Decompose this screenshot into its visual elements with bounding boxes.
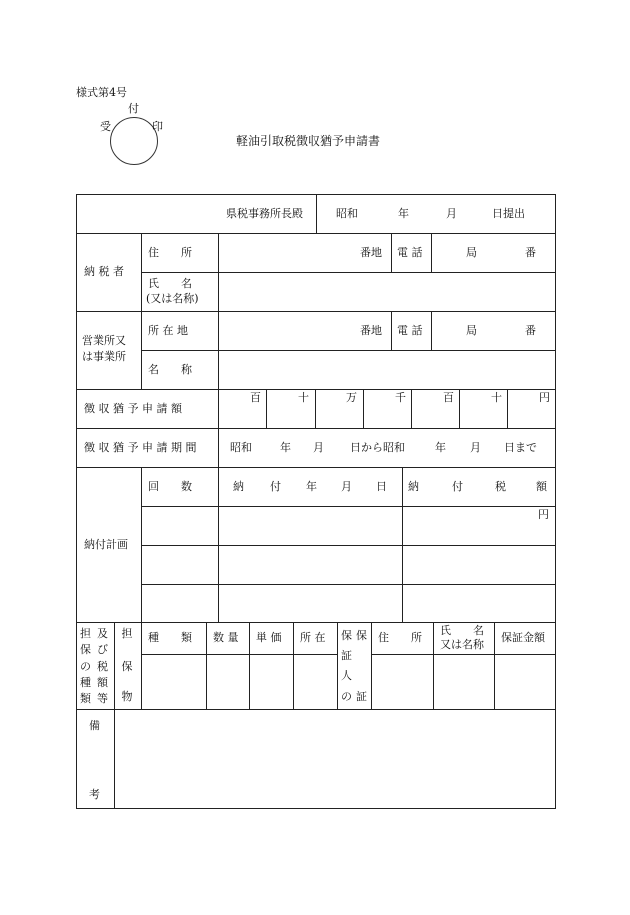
row-divider: [76, 311, 556, 312]
col-divider: [363, 389, 364, 428]
period-label: 徴 収 猶 予 申 請 期 間: [84, 441, 197, 454]
period-text: 年: [280, 441, 291, 454]
submit-year-label: 年: [398, 207, 409, 220]
collateral-label: 担: [121, 627, 133, 640]
business-phone-label: 電 話: [397, 324, 423, 337]
row-divider: [76, 709, 556, 710]
collateral-label: 保: [121, 660, 133, 673]
row-divider: [141, 584, 556, 585]
col-divider: [218, 467, 219, 622]
business-phone-number: 番: [525, 324, 536, 337]
col-divider: [391, 233, 392, 272]
security-side-label: 種: [80, 676, 91, 689]
col-divider: [249, 622, 250, 709]
business-office-label-2: は事業所: [82, 350, 126, 363]
col-divider: [507, 389, 508, 428]
submit-day-label: 日提出: [492, 207, 525, 220]
col-divider: [411, 389, 412, 428]
taxpayer-address-label: 住 所: [148, 246, 192, 259]
amount-unit: 千: [395, 391, 406, 404]
col-divider: [337, 622, 338, 709]
col-name-header-1: 氏 名: [440, 624, 484, 637]
guarantor-label: の: [341, 690, 352, 703]
guarantor-label: 保: [341, 629, 352, 642]
amount-label: 徴 収 猶 予 申 請 額: [84, 402, 182, 415]
col-divider: [459, 389, 460, 428]
col-divider: [141, 233, 142, 389]
col-kind-header: 種 類: [148, 631, 192, 644]
document-title: 軽油引取税徴収猶予申請書: [236, 134, 381, 148]
guarantor-label: 保: [356, 629, 367, 642]
col-date-header: 日: [376, 480, 387, 493]
col-amount-header: 額: [536, 480, 547, 493]
business-phone-exchange: 局: [466, 324, 477, 337]
remarks-label-bottom: 考: [89, 788, 100, 801]
security-side-label: 担: [80, 627, 91, 640]
col-divider: [431, 311, 432, 350]
col-divider: [316, 194, 317, 233]
business-address-suffix: 番地: [360, 324, 382, 337]
taxpayer-phone-label: 電 話: [397, 246, 423, 259]
col-divider: [218, 389, 219, 428]
col-date-header: 付: [270, 480, 281, 493]
row-divider: [141, 545, 556, 546]
col-divider: [494, 622, 495, 709]
col-divider: [141, 622, 142, 709]
col-divider: [371, 622, 372, 709]
taxpayer-name-label: 氏 名: [148, 277, 192, 290]
col-amount-header: 付: [452, 480, 463, 493]
col-unit-price-header: 単 価: [256, 631, 282, 644]
col-divider: [114, 622, 115, 809]
period-text: 月: [470, 441, 481, 454]
guarantor-label: 人: [341, 669, 352, 682]
col-location-header: 所 在: [300, 631, 326, 644]
row-divider: [76, 389, 556, 390]
submit-era: 昭和: [336, 207, 358, 220]
period-text: 日まで: [504, 441, 537, 454]
col-divider: [315, 389, 316, 428]
amount-unit: 百: [443, 391, 454, 404]
col-divider: [218, 233, 219, 389]
row-divider: [76, 428, 556, 429]
business-office-label-1: 営業所又: [82, 334, 126, 347]
yen-unit: 円: [538, 508, 549, 521]
period-text: 昭和: [230, 441, 252, 454]
security-side-label: の: [80, 660, 91, 673]
amount-unit: 円: [539, 391, 550, 404]
row-divider: [76, 467, 556, 468]
taxpayer-address-suffix: 番地: [360, 246, 382, 259]
security-side-label: 等: [97, 692, 108, 705]
amount-unit: 万: [346, 391, 357, 404]
business-location-label: 所 在 地: [148, 324, 188, 337]
col-divider: [141, 467, 142, 622]
guarantor-label: 証: [356, 690, 367, 703]
security-side-label: 額: [97, 676, 108, 689]
col-date-header: 年: [306, 480, 317, 493]
row-divider: [141, 272, 556, 273]
amount-unit: 十: [298, 391, 309, 404]
submit-month-label: 月: [446, 207, 457, 220]
row-divider: [76, 233, 556, 234]
stamp-label-top: 付: [128, 102, 139, 115]
form-number: 様式第4号: [76, 86, 127, 99]
col-divider: [431, 233, 432, 272]
stamp-label-left: 受: [100, 120, 111, 133]
period-text: 日から昭和: [350, 441, 405, 454]
row-divider: [141, 350, 556, 351]
col-date-header: 納: [233, 480, 244, 493]
col-divider: [293, 622, 294, 709]
period-text: 年: [435, 441, 446, 454]
col-divider: [266, 389, 267, 428]
security-side-label: 税: [97, 660, 108, 673]
col-divider: [206, 622, 207, 709]
row-divider: [371, 654, 556, 655]
security-side-label: 類: [80, 692, 91, 705]
col-divider: [218, 428, 219, 467]
receipt-stamp-circle: [110, 117, 158, 165]
col-count-header: 回 数: [148, 480, 192, 493]
stamp-label-right: 印: [152, 120, 163, 133]
addressee-office: 県税事務所長殿: [226, 207, 303, 220]
col-name-header-2: 又は名称: [440, 638, 484, 651]
col-divider: [391, 311, 392, 350]
taxpayer-phone-number: 番: [525, 246, 536, 259]
business-name-label: 名 称: [148, 363, 192, 376]
col-qty-header: 数 量: [213, 631, 239, 644]
taxpayer-phone-exchange: 局: [466, 246, 477, 259]
remarks-label-top: 備: [89, 719, 100, 732]
col-address-header: 住 所: [378, 631, 422, 644]
period-text: 月: [313, 441, 324, 454]
amount-unit: 百: [250, 391, 261, 404]
row-divider: [76, 622, 556, 623]
col-divider: [433, 622, 434, 709]
amount-unit: 十: [491, 391, 502, 404]
collateral-label: 物: [121, 690, 133, 703]
security-side-label: び: [97, 643, 108, 656]
security-side-label: 保: [80, 643, 91, 656]
col-date-header: 月: [341, 480, 352, 493]
payment-plan-label: 納付計画: [84, 538, 128, 551]
security-side-label: 及: [97, 627, 108, 640]
col-guarantee-amount-header: 保証金額: [501, 631, 545, 644]
col-divider: [402, 467, 403, 622]
col-amount-header: 納: [408, 480, 419, 493]
taxpayer-label: 納 税 者: [84, 265, 124, 278]
row-divider: [141, 654, 337, 655]
col-amount-header: 税: [495, 480, 506, 493]
guarantor-label: 証: [341, 649, 352, 662]
row-divider: [141, 506, 556, 507]
taxpayer-name-sub: (又は名称): [146, 292, 199, 305]
